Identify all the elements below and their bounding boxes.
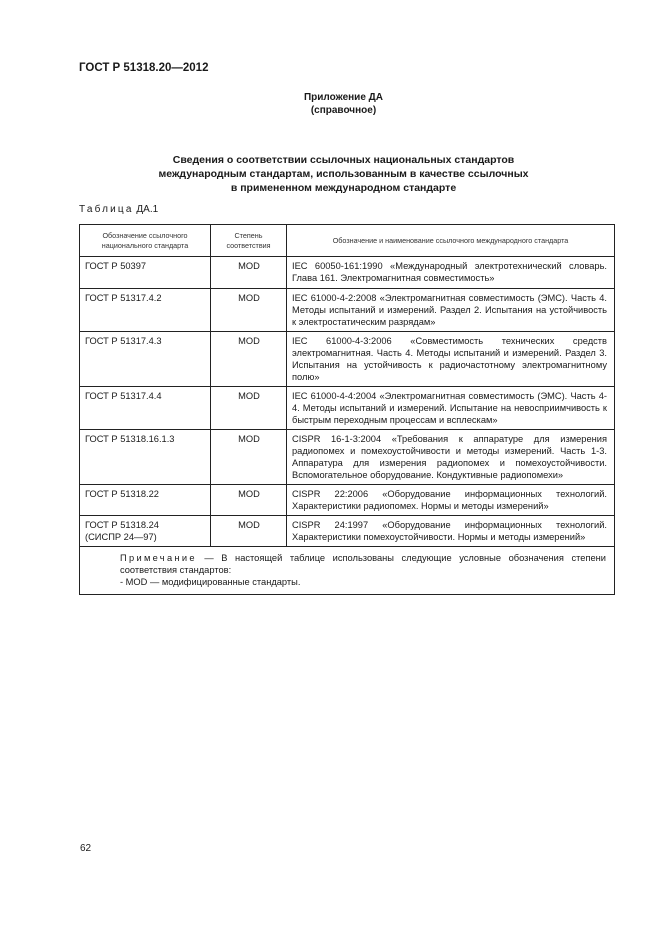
table-row xyxy=(80,430,615,485)
table-row xyxy=(80,257,615,289)
cell-international: IEC 61000-4-2:2008 «Электромагнитная совместимость (ЭМС). Часть 4. Методы испытаний и измерений. Раздел 2. Испытания на устойчивость к электростатическим разрядам» xyxy=(287,289,615,332)
table-caption xyxy=(79,204,158,215)
cell-international: IEC 61000-4-3:2006 «Совместимость технических средств электромагнитная. Часть 4. Методы испытаний и измерений. Раздел 3. Испытания на устойчивость к радиочастотному электромагнитному полю» xyxy=(287,332,615,387)
cell-international: CISPR 24:1997 «Оборудование информационных технологий. Характеристики помехоустойчивости. Нормы и методы измерений» xyxy=(287,516,615,547)
heading-line-1: Сведения о соответствии ссылочных национальных стандартов xyxy=(172,154,515,166)
table-caption-prefix: Таблица xyxy=(79,204,134,215)
table-note-row xyxy=(80,547,615,595)
cell-national: ГОСТ Р 51317.4.3 xyxy=(80,332,211,387)
table-row xyxy=(80,485,615,516)
note-label: Примечание xyxy=(120,553,197,563)
cell-degree: MOD xyxy=(211,257,287,289)
cell-degree: MOD xyxy=(211,430,287,485)
table-row xyxy=(80,387,615,430)
column-header-national: Обозначение ссылочного национального стандарта xyxy=(80,225,211,257)
cell-degree: MOD xyxy=(211,387,287,430)
cell-national: ГОСТ Р 51317.4.2 xyxy=(80,289,211,332)
note-item: - MOD — модифицированные стандарты. xyxy=(120,577,301,587)
cell-degree: MOD xyxy=(211,516,287,547)
table-row xyxy=(80,332,615,387)
annex-heading xyxy=(0,91,661,117)
cell-national-line-2: (СИСПР 24—97) xyxy=(85,532,157,542)
cell-international: CISPR 16-1-3:2004 «Требования к аппаратуре для измерения радиопомех и помехоустойчивости и методы измерений. Часть 1-3. Аппаратура для измерения радиопомех и помехоустойчивости. Вспомогательное оборудование. Кондуктивные радиопомехи» xyxy=(287,430,615,485)
column-header-degree: Степень соответствия xyxy=(211,225,287,257)
cell-international: IEC 60050-161:1990 «Международный электротехнический словарь. Глава 161. Электромагнитная совместимость» xyxy=(287,257,615,289)
document-id: ГОСТ Р 51318.20—2012 xyxy=(79,62,209,74)
column-header-international: Обозначение и наименование ссылочного международного стандарта xyxy=(287,225,615,257)
heading-line-2: международным стандартам, использованным в качестве ссылочных xyxy=(158,168,529,180)
reference-table xyxy=(79,224,615,595)
table-row xyxy=(80,516,615,547)
cell-national: ГОСТ Р 51318.22 xyxy=(80,485,211,516)
cell-national-line-1: ГОСТ Р 51318.24 xyxy=(85,520,159,530)
section-heading xyxy=(0,153,661,195)
cell-national xyxy=(80,516,211,547)
table-caption-id: ДА.1 xyxy=(136,204,159,215)
annex-title: Приложение ДА xyxy=(303,92,384,103)
heading-line-3: в примененном международном стандарте xyxy=(230,182,457,194)
cell-degree: MOD xyxy=(211,289,287,332)
table-row xyxy=(80,289,615,332)
page-number: 62 xyxy=(80,843,92,854)
annex-subtitle: (справочное) xyxy=(310,105,377,116)
cell-national: ГОСТ Р 51317.4.4 xyxy=(80,387,211,430)
note-text: — В настоящей таблице использованы следующие условные обозначения степени соответствия стандартов: xyxy=(120,553,606,575)
cell-international: IEC 61000-4-4:2004 «Электромагнитная совместимость (ЭМС). Часть 4-4. Методы испытаний и измерений. Испытание на невосприимчивость к быстрым переходным процессам и всплескам» xyxy=(287,387,615,430)
cell-degree: MOD xyxy=(211,485,287,516)
table-header-row xyxy=(80,225,615,257)
cell-degree: MOD xyxy=(211,332,287,387)
cell-international: CISPR 22:2006 «Оборудование информационных технологий. Характеристики радиопомех. Нормы и методы измерений» xyxy=(287,485,615,516)
cell-national: ГОСТ Р 51318.16.1.3 xyxy=(80,430,211,485)
table-note xyxy=(80,547,615,595)
cell-national: ГОСТ Р 50397 xyxy=(80,257,211,289)
